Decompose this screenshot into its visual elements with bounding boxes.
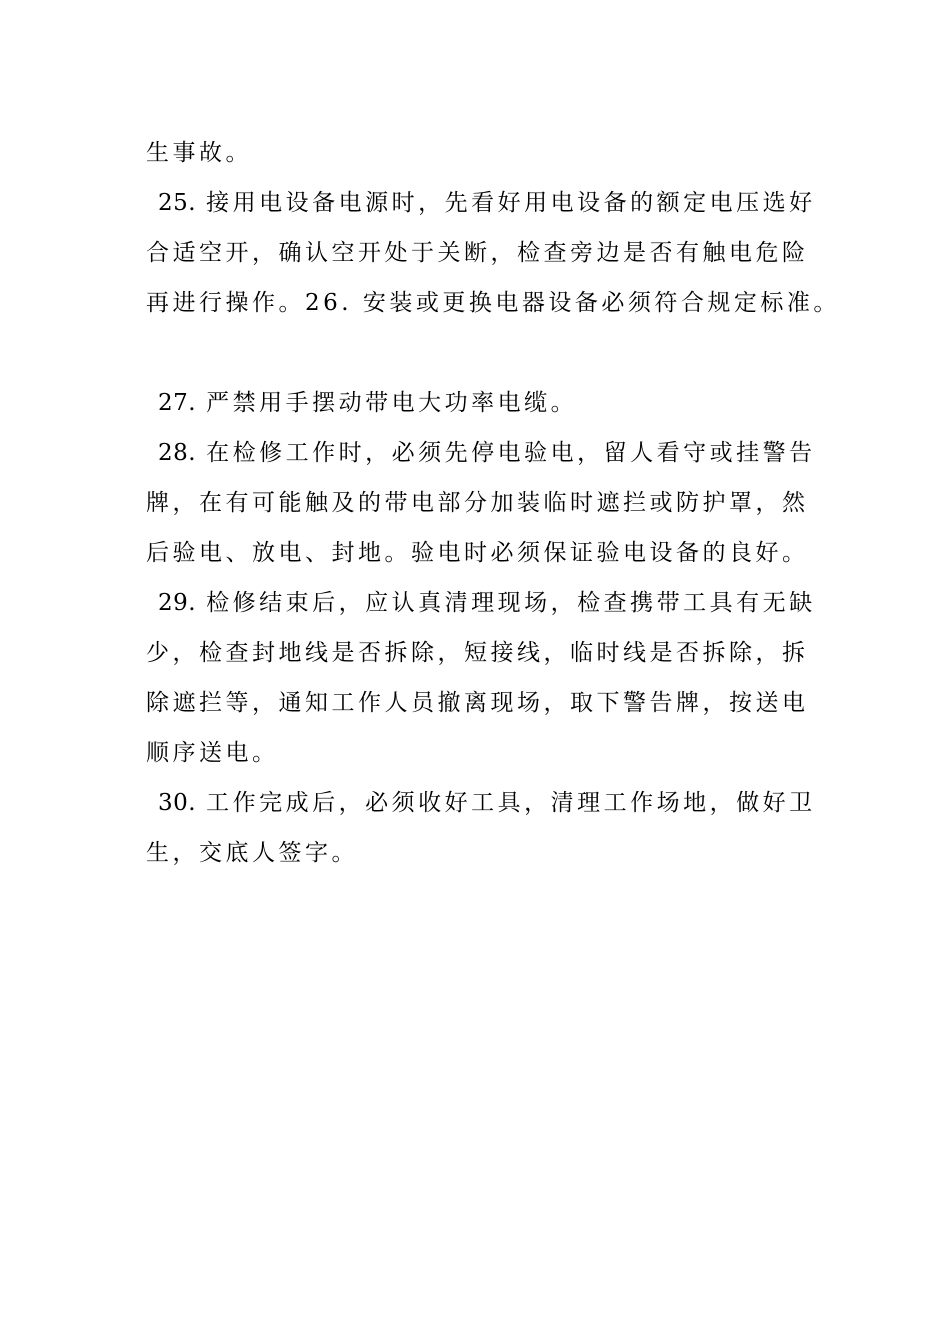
text-line-item-29 <box>146 578 846 628</box>
blank-line <box>146 328 846 378</box>
line-text: 再进行操作。26. 安装或更换电器设备必须符合规定标准。 <box>146 290 840 316</box>
line-text: 严禁用手摆动带电大功率电缆。 <box>206 390 578 416</box>
text-line-item-25 <box>146 178 846 228</box>
text-line <box>146 628 846 678</box>
item-number: 25. <box>158 190 197 216</box>
text-line <box>146 278 846 328</box>
line-text: 接用电设备电源时，先看好用电设备的额定电压选好 <box>206 190 816 216</box>
item-number: 27. <box>158 390 197 416</box>
text-line-item-30 <box>146 778 846 828</box>
item-number: 28. <box>158 440 197 466</box>
line-text: 少，检查封地线是否拆除，短接线，临时线是否拆除，拆 <box>146 640 809 666</box>
line-text: 在检修工作时，必须先停电验电，留人看守或挂警告 <box>206 440 816 466</box>
item-number: 30. <box>158 790 197 816</box>
line-text: 后验电、放电、封地。验电时必须保证验电设备的良好。 <box>146 540 809 566</box>
line-text: 检修结束后，应认真清理现场，检查携带工具有无缺 <box>206 590 816 616</box>
text-line <box>146 828 846 878</box>
text-line <box>146 728 846 778</box>
text-line <box>146 528 846 578</box>
line-text: 生事故。 <box>146 140 252 166</box>
line-text: 生，交底人签字。 <box>146 840 358 866</box>
text-line-item-28 <box>146 428 846 478</box>
item-number: 29. <box>158 590 197 616</box>
text-line <box>146 678 846 728</box>
text-line <box>146 228 846 278</box>
line-text: 工作完成后，必须收好工具，清理工作场地，做好卫 <box>206 790 816 816</box>
text-line-item-27 <box>146 378 846 428</box>
line-text: 顺序送电。 <box>146 740 279 766</box>
line-text: 合适空开，确认空开处于关断，检查旁边是否有触电危险 <box>146 240 809 266</box>
text-line <box>146 478 846 528</box>
document-body <box>146 128 846 878</box>
line-text: 除遮拦等，通知工作人员撤离现场，取下警告牌，按送电 <box>146 690 809 716</box>
line-text: 牌，在有可能触及的带电部分加装临时遮拦或防护罩，然 <box>146 490 809 516</box>
text-line <box>146 128 846 178</box>
